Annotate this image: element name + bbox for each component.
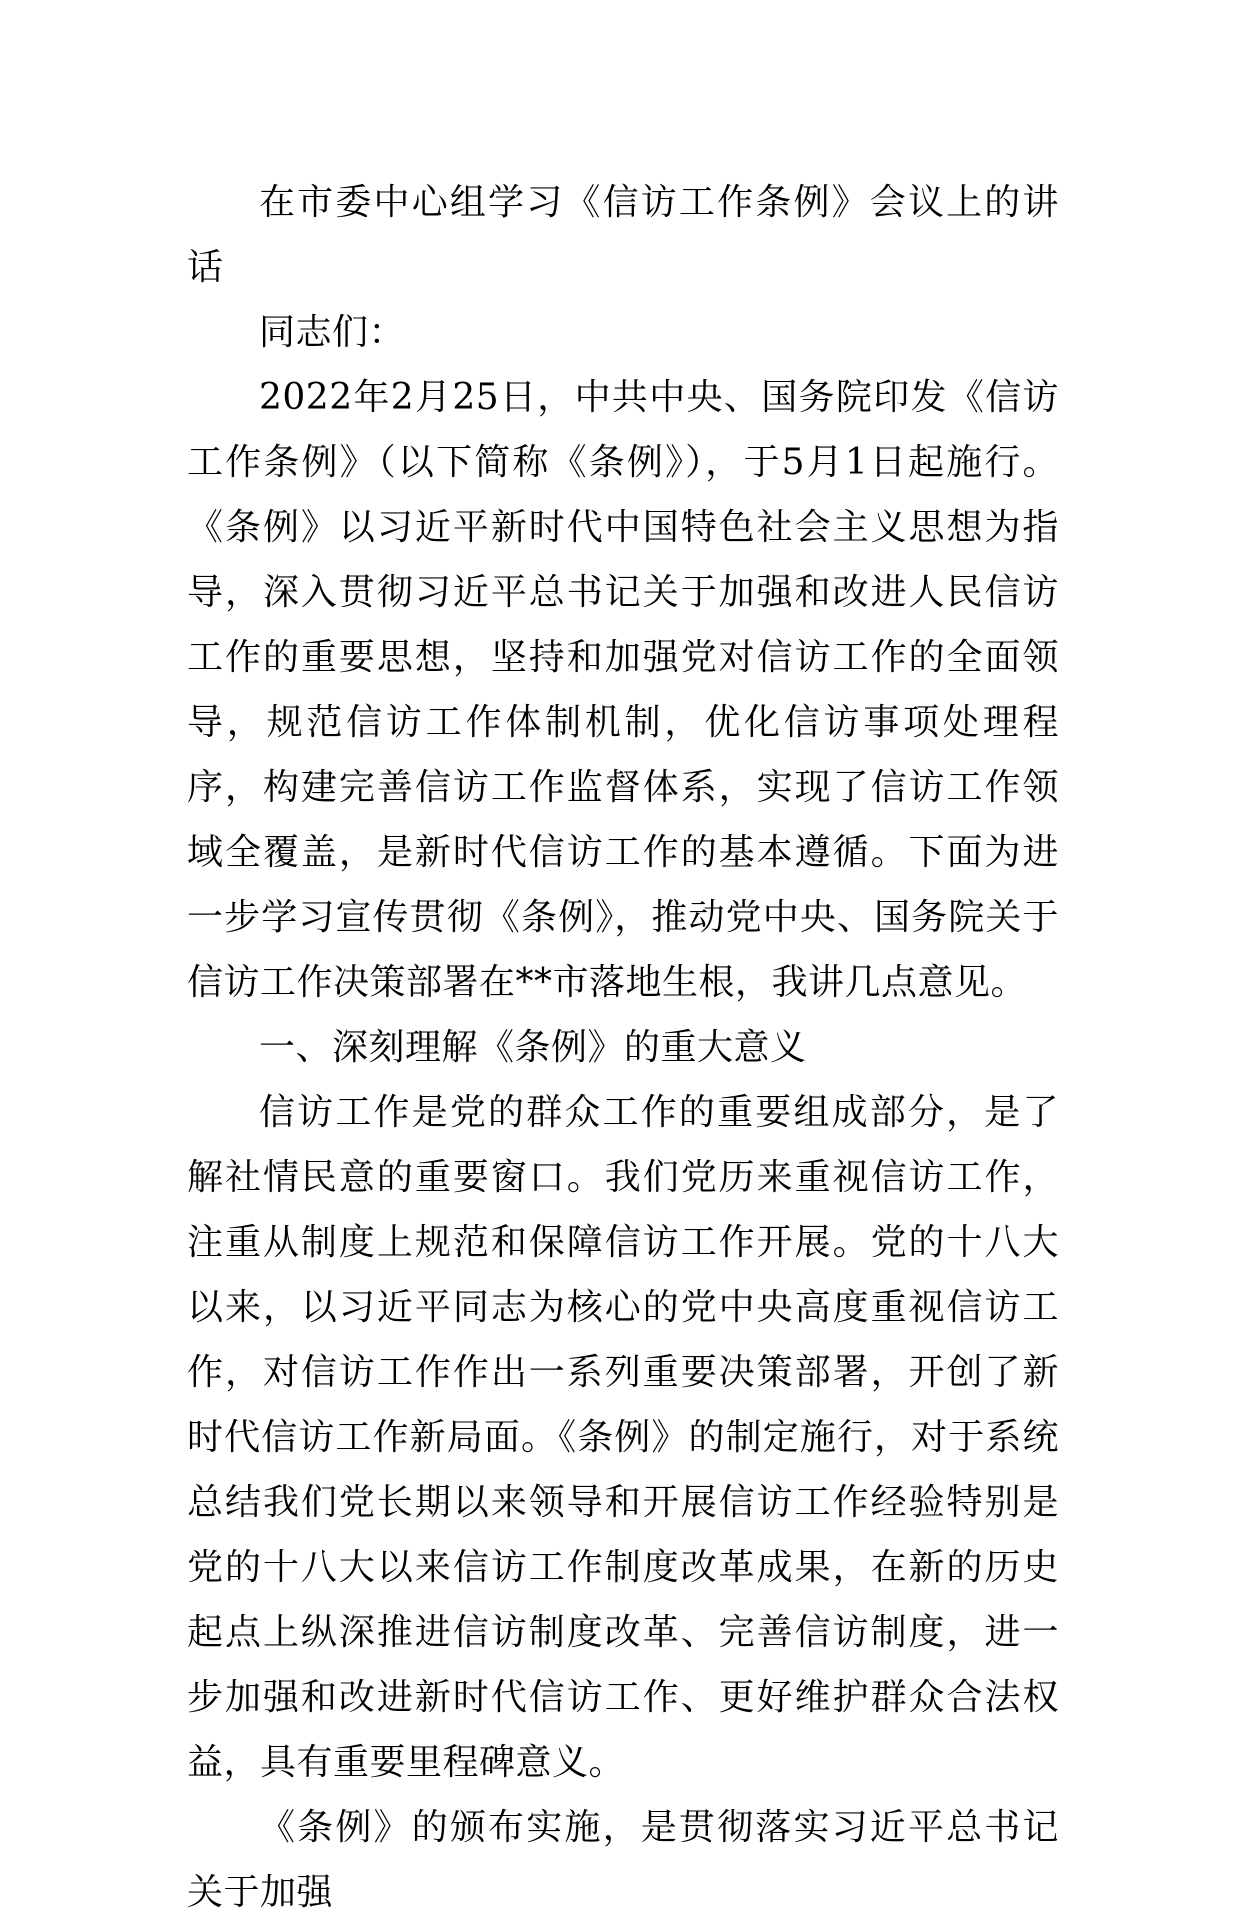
salutation: 同志们：	[259, 312, 406, 353]
document-title: 在市委中心组学习《信访工作条例》会议上的讲话	[187, 182, 1059, 288]
document-body	[187, 170, 1059, 1925]
paragraph-continuation: 《条例》的颁布实施，是贯彻落实习近平总书记关于加强	[187, 1807, 1059, 1913]
section-heading-1: 一、深刻理解《条例》的重大意义	[259, 1027, 807, 1068]
paragraph-intro: 2022年2月25日，中共中央、国务院印发《信访工作条例》（以下简称《条例》），于5月1日起施行。《条例》以习近平新时代中国特色社会主义思想为指导，深入贯彻习近平总书记关于加强和改进人民信访工作的重要思想，坚持和加强党对信访工作的全面领导，规范信访工作体制机制，优化信访事项处理程序，构建完善信访工作监督体系，实现了信访工作领域全覆盖，是新时代信访工作的基本遵循。下面为进一步学习宣传贯彻《条例》，推动党中央、国务院关于信访工作决策部署在**市落地生根，我讲几点意见。	[187, 377, 1059, 1003]
paragraph-significance: 信访工作是党的群众工作的重要组成部分，是了解社情民意的重要窗口。我们党历来重视信访工作，注重从制度上规范和保障信访工作开展。党的十八大以来，以习近平同志为核心的党中央高度重视信访工作，对信访工作作出一系列重要决策部署，开创了新时代信访工作新局面。《条例》的制定施行，对于系统总结我们党长期以来领导和开展信访工作经验特别是党的十八大以来信访工作制度改革成果，在新的历史起点上纵深推进信访制度改革、完善信访制度，进一步加强和改进新时代信访工作、更好维护群众合法权益，具有重要里程碑意义。	[187, 1092, 1059, 1783]
